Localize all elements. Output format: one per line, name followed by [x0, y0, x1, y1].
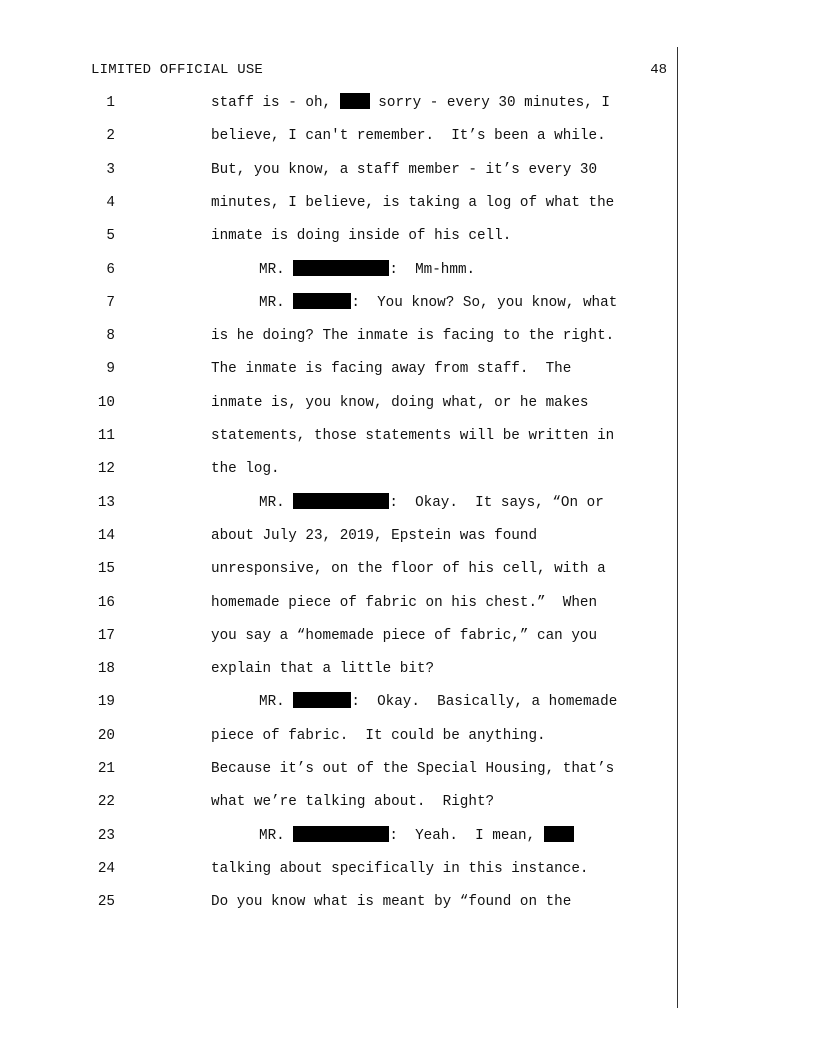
transcript-line [0, 426, 816, 446]
line-number: 16 [97, 594, 115, 611]
line-number: 12 [97, 461, 115, 478]
redaction-block [293, 260, 389, 276]
transcript-line [0, 759, 816, 779]
line-number: 5 [106, 228, 115, 245]
line-text [259, 293, 617, 313]
text-segment: : Okay. Basically, a homemade [351, 694, 618, 711]
line-number: 22 [97, 794, 115, 811]
text-segment: you say a “homemade piece of fabric,” can you [211, 627, 598, 644]
text-segment: MR. [259, 294, 294, 311]
line-text [211, 160, 597, 180]
line-number: 20 [97, 727, 115, 744]
text-segment: But, you know, a staff member - it’s every 30 [211, 161, 598, 178]
line-number: 19 [97, 694, 115, 711]
line-number: 6 [106, 261, 115, 278]
text-segment: inmate is, you know, doing what, or he makes [211, 394, 589, 411]
transcript-line [0, 593, 816, 613]
text-segment: MR. [259, 694, 294, 711]
transcript-line [0, 859, 816, 879]
transcript-line [0, 359, 816, 379]
line-text [259, 692, 617, 712]
transcript-line [0, 626, 816, 646]
line-text [211, 526, 537, 546]
transcript-line [0, 126, 816, 146]
line-text [211, 426, 614, 446]
text-segment: staff is - oh, [211, 95, 340, 111]
line-text [211, 226, 511, 246]
transcript-line [0, 93, 816, 113]
line-text [211, 626, 597, 646]
line-number: 24 [97, 860, 115, 877]
line-text [211, 559, 606, 579]
text-segment: piece of fabric. It could be anything. [211, 727, 546, 744]
redaction-block [340, 93, 370, 109]
transcript-line [0, 792, 816, 812]
line-text [211, 126, 606, 146]
text-segment: MR. [259, 827, 294, 844]
transcript-line [0, 226, 816, 246]
line-number: 10 [97, 394, 115, 411]
transcript-line [0, 459, 816, 479]
transcript-line [0, 559, 816, 579]
line-number: 3 [106, 161, 115, 178]
text-segment: about July 23, 2019, Epstein was found [211, 527, 538, 544]
line-number: 11 [97, 428, 115, 444]
transcript-line [0, 493, 816, 513]
line-number: 21 [97, 761, 115, 777]
line-number: 1 [106, 95, 115, 111]
text-segment: Because it’s out of the Special Housing, that’s [211, 761, 615, 777]
line-number: 4 [106, 194, 115, 211]
line-text [211, 193, 614, 213]
line-text [259, 260, 475, 280]
redaction-block [293, 493, 389, 509]
page-number: 48 [650, 62, 667, 78]
line-number: 18 [97, 661, 115, 678]
text-segment: explain that a little bit? [211, 661, 435, 678]
text-segment: Do you know what is meant by “found on the [211, 894, 572, 911]
line-text [211, 93, 610, 113]
transcript-line [0, 326, 816, 346]
text-segment: is he doing? The inmate is facing to the right. [211, 328, 615, 345]
transcript-line [0, 393, 816, 413]
line-text [211, 659, 434, 679]
line-text [259, 493, 604, 513]
line-text [211, 393, 589, 413]
text-segment: unresponsive, on the floor of his cell, with a [211, 561, 606, 578]
text-segment: : You know? So, you know, what [351, 294, 618, 311]
transcript-line [0, 692, 816, 712]
line-number: 8 [106, 328, 115, 345]
transcript-line [0, 193, 816, 213]
text-segment: talking about specifically in this instance. [211, 860, 589, 877]
line-number: 25 [97, 894, 115, 911]
redaction-block [544, 826, 574, 842]
line-number: 23 [97, 827, 115, 844]
redaction-block [293, 826, 389, 842]
line-number: 13 [97, 494, 115, 511]
transcript-line [0, 526, 816, 546]
text-segment: The inmate is facing away from staff. The [211, 361, 572, 378]
line-number: 15 [97, 561, 115, 578]
redaction-block [293, 293, 351, 309]
text-segment: : Yeah. I mean, [389, 827, 544, 844]
text-segment: homemade piece of fabric on his chest.” When [211, 594, 598, 611]
transcript-line [0, 659, 816, 679]
text-segment: the log. [211, 461, 280, 478]
line-text [211, 726, 546, 746]
transcript-line [0, 826, 816, 846]
transcript-line [0, 160, 816, 180]
transcript-line [0, 293, 816, 313]
line-text [211, 892, 571, 912]
text-segment: believe, I can't remember. It’s been a while. [211, 128, 606, 145]
transcript-line [0, 726, 816, 746]
transcript-line [0, 892, 816, 912]
line-number: 14 [97, 527, 115, 544]
text-segment: statements, those statements will be written in [211, 428, 615, 444]
text-segment: : Okay. It says, “On or [389, 494, 604, 511]
classification-header: LIMITED OFFICIAL USE [91, 62, 264, 78]
line-number: 17 [97, 627, 115, 644]
line-number: 2 [106, 128, 115, 145]
line-text [211, 759, 614, 779]
line-text [211, 326, 614, 346]
line-text [211, 859, 589, 879]
text-segment: inmate is doing inside of his cell. [211, 228, 512, 245]
text-segment: minutes, I believe, is taking a log of what the [211, 194, 615, 211]
text-segment: what we’re talking about. Right? [211, 794, 495, 811]
line-text [211, 593, 597, 613]
line-text [211, 459, 280, 479]
transcript-line [0, 260, 816, 280]
line-text [211, 792, 494, 812]
line-number: 9 [106, 361, 115, 378]
line-text [259, 826, 574, 846]
text-segment: sorry - every 30 minutes, I [369, 95, 610, 111]
line-text [211, 359, 571, 379]
text-segment: MR. [259, 261, 294, 278]
redaction-block [293, 692, 351, 708]
text-segment: : Mm-hmm. [389, 261, 476, 278]
text-segment: MR. [259, 494, 294, 511]
line-number: 7 [106, 294, 115, 311]
